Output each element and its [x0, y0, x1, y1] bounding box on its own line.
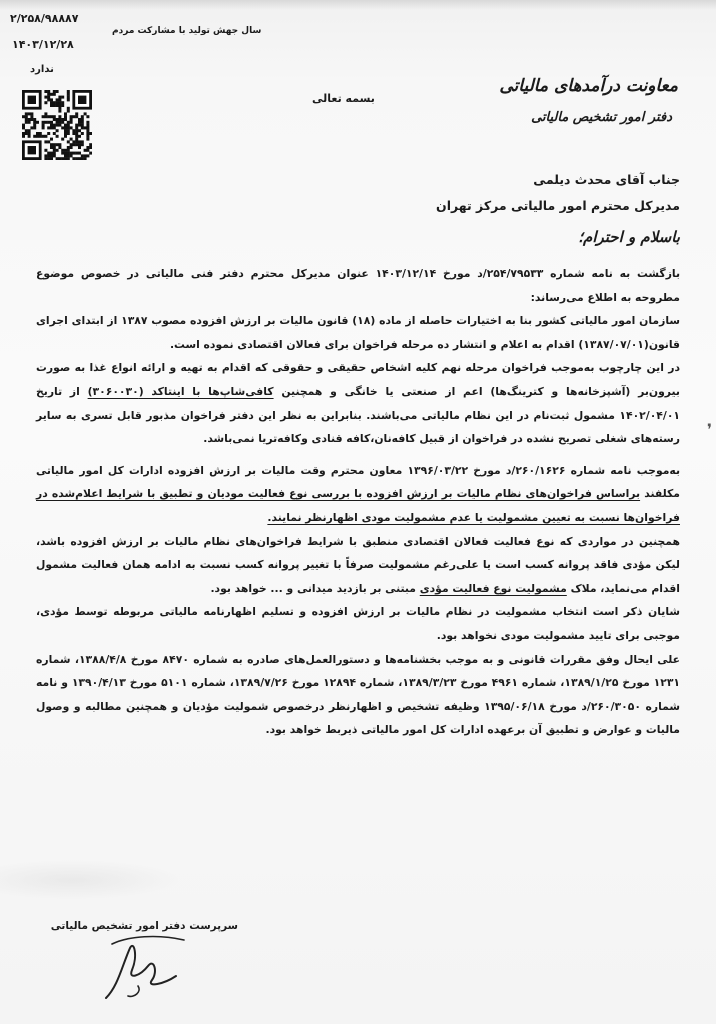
letter-body — [36, 262, 680, 742]
recipient-title: مدیرکل محترم امور مالیاتی مرکز تهران — [436, 198, 680, 213]
attachment-status: ندارد — [30, 64, 54, 75]
signature-icon — [88, 926, 198, 1006]
organization-title: معاونت درآمدهای مالیاتی — [499, 76, 678, 96]
paragraph-6: شایان ذکر است انتخاب مشمولیت در نظام مالیات بر ارزش افزوده و تسلیم اظهارنامه مالیاتی مربوطه توسط مؤدی، موجبی برای تایید مشمولیت مودی نخواهد بود. — [36, 605, 680, 642]
organization-subtitle: دفتر امور تشخیص مالیاتی — [531, 110, 672, 125]
paragraph-7: علی ایحال وفق مقررات قانونی و به موجب بخشنامه‌ها و دستورالعمل‌های صادره به شماره ۸۴۷۰ مورخ ۱۳۸۸/۴/۸، شماره ۱۲۳۱ مورخ ۱۳۸۹/۱/۲۵، شماره ۴۹۶۱ مورخ ۱۳۸۹/۳/۲۳، شماره ۱۲۸۹۴ مورخ ۱۳۸۹/۷/۲۶، شماره ۵۱۰۱ مورخ ۱۳۹۰/۴/۱۳ و نامه شماره ۲۶۰/۳۰۵۰/د مورخ ۱۳۹۵/۰۶/۱۸ وظیفه تشخیص و اظهارنظر درخصوص شمولیت مؤدیان و همچنین مطالبه و وصول مالیات و عوارض و تطبیق آن برعهده ادارات کل امور مالیاتی ذیربط خواهد بود. — [36, 652, 681, 737]
paragraph-5 — [36, 530, 680, 601]
salutation: باسلام و احترام؛ — [578, 228, 680, 246]
year-motto: سال جهش تولید با مشارکت مردم — [112, 26, 262, 36]
paragraph-4 — [36, 459, 680, 530]
paragraph-4-underlined: براساس فراخوان‌های نظام مالیات بر ارزش افزوده با بررسی نوع فعالیت مودیان و تطبیق با شرایط اعلام‌شده در فراخوان‌ها نسبت به تعیین مشمولیت یا عدم مشمولیت مودی اظهارنظر نمایند. — [36, 487, 680, 524]
paragraph-1: بازگشت به نامه شماره ۲۵۴/۷۹۵۳۳/د مورخ ۱۴۰۳/۱۲/۱۴ عنوان مدیرکل محترم دفتر فنی مالیاتی در خصوص موضوع مطروحه به اطلاع می‌رساند: — [36, 267, 681, 304]
scan-edge — [0, 0, 716, 10]
paragraph-3 — [36, 356, 680, 450]
paragraph-5-highlight: مشمولیت نوع فعالیت مؤدی — [419, 581, 567, 595]
qr-code-icon — [22, 90, 92, 160]
scan-stain — [0, 860, 180, 900]
paragraph-4-start: به‌موجب نامه شماره ۲۶۰/۱۶۲۶/د مورخ ۱۳۹۶/۰۳/۲۲ معاون محترم وقت مالیات بر ارزش افزوده ادارات کل امور مالیاتی مکلفند — [36, 463, 681, 501]
basmala: بسمه تعالی — [312, 92, 375, 105]
signer-title: سرپرست دفتر امور تشخیص مالیاتی — [50, 920, 238, 932]
paragraph-5-end: مبتنی بر بازدید میدانی و ... خواهد بود. — [210, 581, 416, 595]
margin-mark: ❜ — [706, 420, 712, 439]
paragraph-5-start: همچنین در مواردی که نوع فعالیت فعالان اقتصادی منطبق با شرایط فراخوان‌های نظام مالیات بر ارزش افزوده باشد، لیکن مؤدی فاقد پروانه کسب است یا علی‌رغم مشمولیت صرفاً با تغییر پروانه کسب نسبت به ادامه همان فعالیت مشمول اقدام می‌نماید، ملاک — [36, 534, 680, 595]
reference-date: ۱۴۰۳/۱۲/۲۸ — [12, 38, 74, 51]
recipient-name: جناب آقای محدث دیلمی — [533, 172, 680, 187]
paragraph-3-end: از تاریخ ۱۴۰۲/۰۴/۰۱ مشمول ثبت‌نام در این نظام مالیاتی می‌باشند. بنابراین به نظر این دفتر فراخوان مذبور قابل تسری به سایر رسته‌های شغلی تصریح نشده در فراخوان از قبیل کافه‌نان،کافه قنادی وکافه‌تریا نمی‌باشد. — [36, 384, 680, 446]
paragraph-2: سازمان امور مالیاتی کشور بنا به اختیارات حاصله از ماده (۱۸) قانون مالیات بر ارزش افزوده مصوب ۱۳۸۷ از ابتدای اجرای قانون(۱۳۸۷/۰۷/۰۱) اقدام به اعلام و انتشار ده مرحله فراخوان برای فعالان اقتصادی نموده است. — [36, 314, 681, 351]
reference-number: ۲/۲۵۸/۹۸۸۸۷ — [10, 12, 79, 25]
paragraph-3-underlined: کافی‌شاپ‌ها با اینتاکد (۳۰۶۰۰۳۰) — [87, 384, 274, 398]
paragraph-3-start: در این چارچوب به‌موجب فراخوان مرحله نهم کلیه اشخاص حقیقی و حقوقی که اقدام به تهیه و ارائه انواع غذا به صورت بیرون‌بر (آشپزخانه‌ها و کترینگ‌ها) اعم از صنعتی یا خانگی و همچنین — [36, 361, 680, 398]
